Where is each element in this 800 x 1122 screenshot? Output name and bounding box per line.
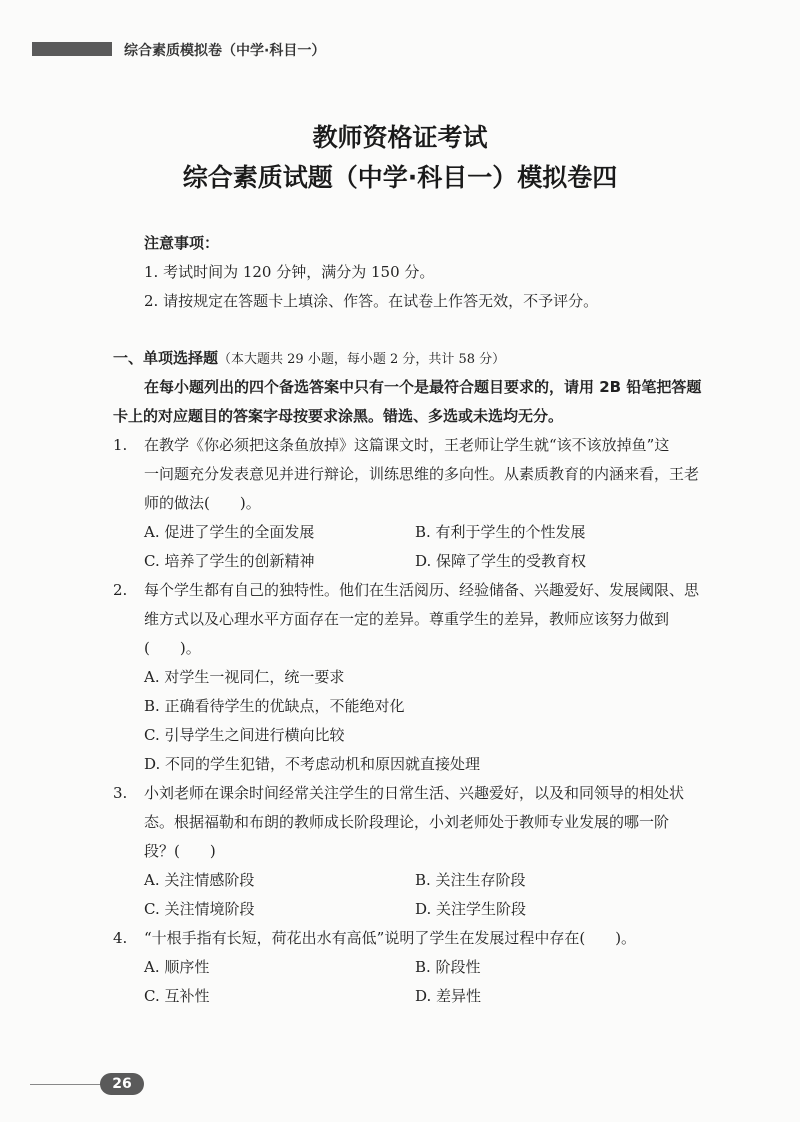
notice-heading: 注意事项： (144, 234, 220, 252)
question-text: 段？( ) (144, 842, 216, 860)
question-text: 一问题充分发表意见并进行辩论，训练思维的多向性。从素质教育的内涵来看，王老 (144, 465, 700, 483)
running-header: 综合素质模拟卷（中学·科目一） (124, 43, 326, 59)
option-c: C. 关注情境阶段 (144, 900, 255, 918)
question-number: 3. (113, 784, 128, 802)
question-text: 每个学生都有自己的独特性。他们在生活阅历、经验储备、兴趣爱好、发展阈限、思 (144, 581, 700, 599)
section-heading: 一、单项选择题 (113, 349, 219, 367)
question-text: 在教学《你必须把这条鱼放掉》这篇课文时，王老师让学生就“该不该放掉鱼”这 (144, 436, 670, 454)
question-text: 小刘老师在课余时间经常关注学生的日常生活、兴趣爱好，以及和同领导的相处状 (144, 784, 685, 802)
option-b: B. 正确看待学生的优缺点，不能绝对化 (144, 697, 405, 715)
question-text: 师的做法( )。 (144, 494, 261, 512)
exam-title: 教师资格证考试 (312, 123, 488, 152)
footer-rule (30, 1084, 110, 1085)
exam-subtitle: 综合素质试题（中学·科目一）模拟卷四 (182, 163, 618, 192)
option-d: D. 差异性 (415, 987, 482, 1005)
option-d: D. 关注学生阶段 (415, 900, 527, 918)
option-d: D. 不同的学生犯错，不考虑动机和原因就直接处理 (144, 755, 481, 773)
option-a: A. 促进了学生的全面发展 (144, 523, 315, 541)
page-number: 26 (100, 1073, 144, 1095)
option-b: B. 阶段性 (415, 958, 481, 976)
notice-item: 2. 请按规定在答题卡上填涂、作答。在试卷上作答无效，不予评分。 (144, 292, 599, 310)
question-number: 1. (113, 436, 128, 454)
option-b: B. 关注生存阶段 (415, 871, 526, 889)
question-text: “十根手指有长短，荷花出水有高低”说明了学生在发展过程中存在( )。 (144, 929, 637, 947)
option-a: A. 顺序性 (144, 958, 210, 976)
section-instruction: 在每小题列出的四个备选答案中只有一个是最符合题目要求的，请用 2B 铅笔把答题 (144, 378, 702, 396)
question-text: 维方式以及心理水平方面存在一定的差异。尊重学生的差异，教师应该努力做到 (144, 610, 670, 628)
header-bar (32, 42, 112, 56)
option-d: D. 保障了学生的受教育权 (415, 552, 587, 570)
option-c: C. 引导学生之间进行横向比较 (144, 726, 345, 744)
section-instruction: 卡上的对应题目的答案字母按要求涂黑。错选、多选或未选均无分。 (113, 407, 564, 425)
option-b: B. 有利于学生的个性发展 (415, 523, 586, 541)
notice-item: 1. 考试时间为 120 分钟，满分为 150 分。 (144, 263, 435, 281)
option-a: A. 关注情感阶段 (144, 871, 255, 889)
section-note: （本大题共 29 小题，每小题 2 分，共计 58 分） (218, 352, 506, 367)
section-heading-row (113, 348, 505, 370)
option-c: C. 培养了学生的创新精神 (144, 552, 315, 570)
question-text: ( )。 (144, 639, 201, 657)
question-text: 态。根据福勒和布朗的教师成长阶段理论，小刘老师处于教师专业发展的哪一阶 (144, 813, 670, 831)
option-a: A. 对学生一视同仁，统一要求 (144, 668, 345, 686)
option-c: C. 互补性 (144, 987, 210, 1005)
question-number: 4. (113, 929, 128, 947)
question-number: 2. (113, 581, 128, 599)
